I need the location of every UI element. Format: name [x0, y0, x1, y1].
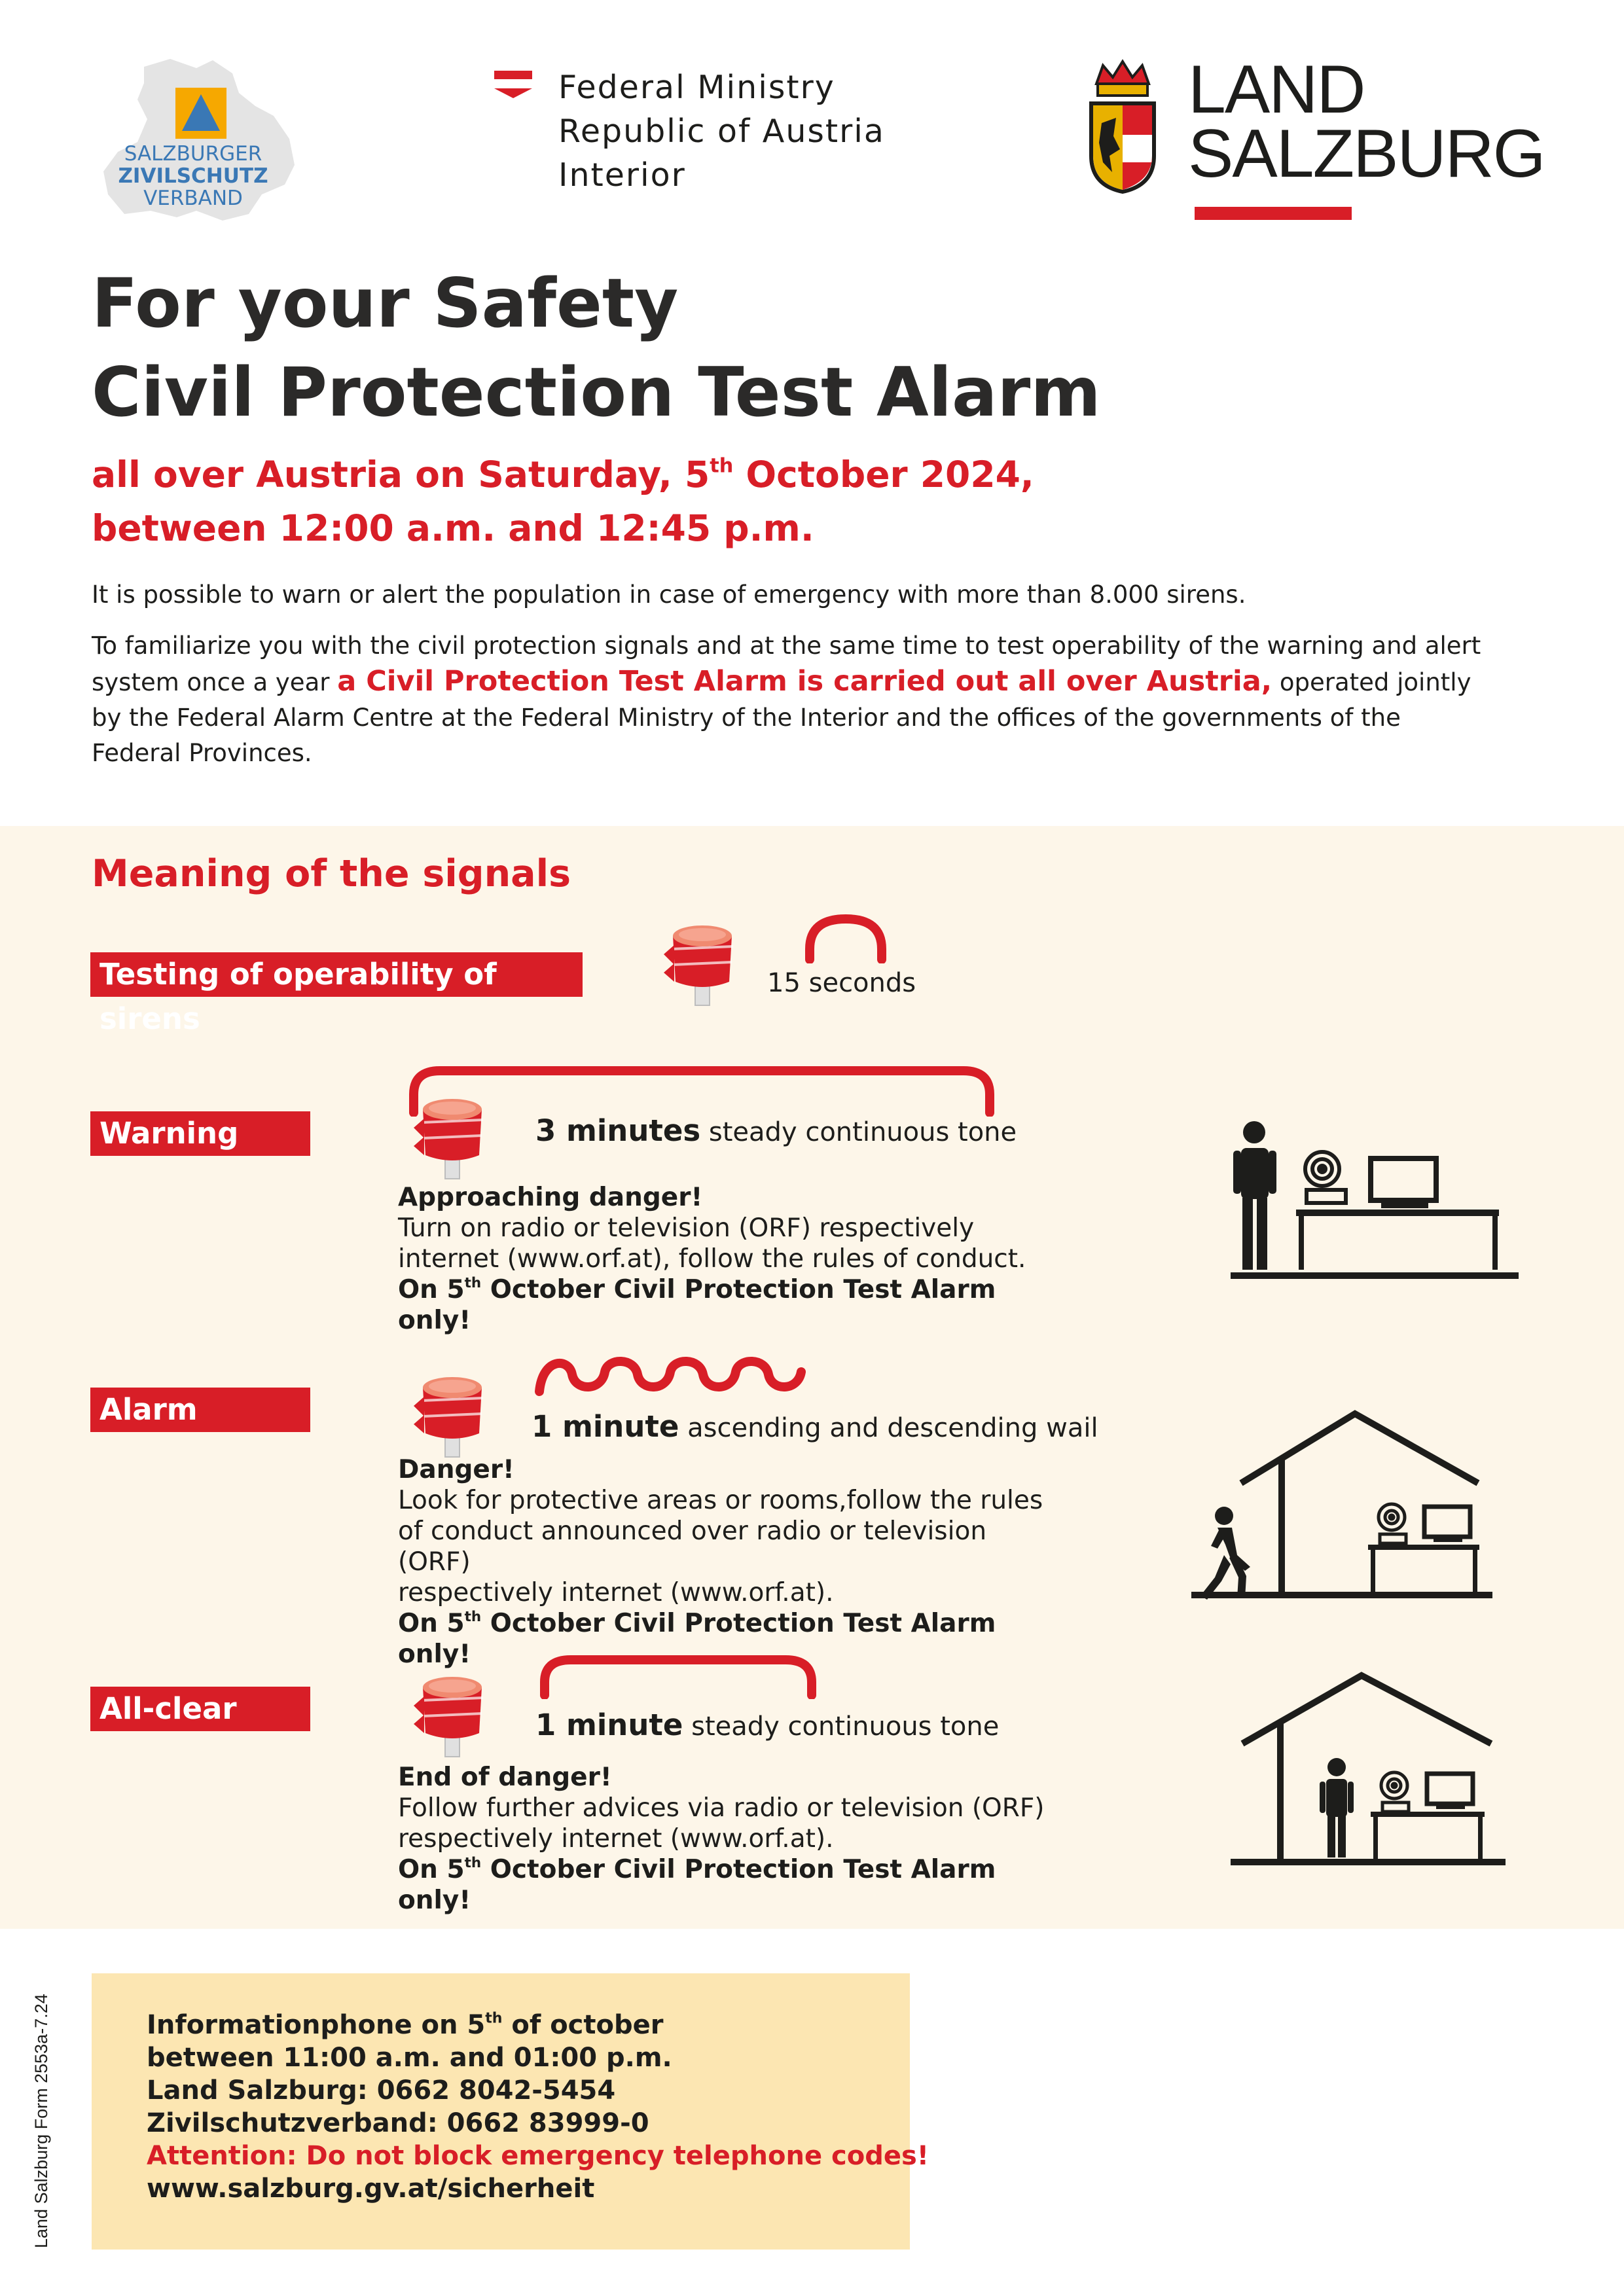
note-ordinal: th: [464, 1608, 482, 1625]
all-clear-body-line: Follow further advices via radio or television (ORF): [398, 1793, 1045, 1823]
warning-headline: Approaching danger!: [398, 1183, 703, 1212]
short-tone-icon: [800, 910, 892, 963]
radio-icon: [1305, 1152, 1346, 1203]
intro-paragraph-2: [92, 628, 1492, 771]
warning-body-line: internet (www.orf.at), follow the rules of conduct.: [398, 1244, 1026, 1274]
warning-note: [398, 1274, 1053, 1336]
radio-icon: [1379, 1504, 1406, 1543]
date-text: all over Austria on Saturday, 5: [92, 454, 710, 495]
house-icon: [1242, 1676, 1491, 1861]
person-entering-house-scene: [1191, 1407, 1492, 1604]
monitor-icon: [1427, 1774, 1473, 1804]
all-clear-duration: [535, 1707, 999, 1745]
info-text-rest: of october: [502, 2010, 664, 2040]
logo-line-verband: VERBAND: [143, 187, 243, 210]
warning-duration-desc: steady continuous tone: [700, 1117, 1017, 1147]
tag-warning: Warning: [90, 1111, 310, 1156]
alarm-body-line: respectively internet (www.orf.at).: [398, 1578, 834, 1607]
logo-line-salzburger: SALZBURGER: [124, 142, 262, 166]
warning-duration-value: 3 minutes: [535, 1113, 701, 1148]
ministry-line-2: Republic of Austria: [558, 113, 885, 150]
siren-icon: [411, 1090, 496, 1181]
info-text: Informationphone on 5: [147, 2010, 486, 2040]
note-text-rest: October Civil Protection Test Alarm only!: [398, 1609, 996, 1669]
page-title: [92, 259, 1466, 437]
intro-highlight: a Civil Protection Test Alarm is carried out all over Austria,: [337, 665, 1272, 698]
alarm-body-line: Look for protective areas or rooms,follow the rules: [398, 1486, 1043, 1515]
info-ordinal: th: [485, 2010, 503, 2027]
tag-testing-sirens: Testing of operability of sirens: [90, 952, 583, 997]
standing-person-icon: [1233, 1121, 1276, 1270]
note-ordinal: th: [464, 1854, 482, 1871]
austrian-flag-icon: [494, 71, 532, 98]
date-text-rest: October 2024,: [733, 454, 1034, 495]
warning-body-line: Turn on radio or television (ORF) respectively: [398, 1213, 975, 1243]
monitor-icon: [1371, 1158, 1436, 1200]
alarm-duration-desc: ascending and descending wail: [679, 1413, 1098, 1443]
test-duration: 15 seconds: [767, 968, 916, 998]
logo-salzburg: SALZBURG: [1188, 116, 1545, 192]
tag-alarm: Alarm: [90, 1388, 310, 1432]
note-text: On 5: [398, 1275, 465, 1304]
note-ordinal: th: [464, 1274, 482, 1291]
walking-person-icon: [1200, 1507, 1250, 1600]
standing-person-icon: [1320, 1758, 1354, 1857]
info-line-hours: between 11:00 a.m. and 01:00 p.m.: [147, 2043, 672, 2073]
warning-description: [398, 1182, 1053, 1336]
logo-red-bar: [1195, 207, 1352, 220]
intro-text: To familiarize you with the civil protection signals and at the same time to test operability of the warning and alert system once a year: [92, 632, 1481, 696]
intro-paragraph-1: It is possible to warn or alert the population in case of emergency with more than 8.000 sirens.: [92, 581, 1246, 609]
signals-heading: Meaning of the signals: [92, 852, 571, 895]
all-clear-body-line: respectively internet (www.orf.at).: [398, 1824, 834, 1854]
siren-icon: [411, 1668, 496, 1759]
alarm-headline: Danger!: [398, 1455, 514, 1484]
alarm-duration: [532, 1408, 1098, 1446]
title-line-1: For your Safety: [92, 264, 679, 343]
ministry-line-3: Interior: [558, 156, 686, 194]
radio-icon: [1381, 1772, 1409, 1812]
note-text: On 5: [398, 1609, 465, 1638]
alarm-body-line: of conduct announced over radio or television (ORF): [398, 1516, 987, 1577]
all-clear-duration-value: 1 minute: [535, 1708, 683, 1742]
logo-land: LAND: [1188, 52, 1365, 128]
person-inside-house-scene: [1231, 1668, 1506, 1871]
info-phone-block: [147, 2009, 929, 2205]
land-salzburg-logo: [1083, 52, 1555, 228]
info-line-1: [147, 2009, 929, 2041]
title-line-2: Civil Protection Test Alarm: [92, 353, 1101, 432]
info-line-land-phone: Land Salzburg: 0662 8042-5454: [147, 2075, 616, 2106]
house-icon: [1241, 1414, 1478, 1594]
all-clear-description: [398, 1762, 1053, 1916]
info-line-zv-phone: Zivilschutzverband: 0662 83999-0: [147, 2108, 649, 2138]
attention-notice: Attention: Do not block emergency telephone codes!: [147, 2141, 929, 2171]
event-date: [92, 448, 1466, 555]
siren-icon: [661, 916, 746, 1008]
all-clear-note: [398, 1854, 1053, 1916]
person-indoors-scene: [1231, 1119, 1519, 1283]
eagle-coat-of-arms-icon: [1083, 58, 1162, 195]
civil-protection-emblem-icon: [175, 88, 226, 139]
alarm-duration-value: 1 minute: [532, 1409, 679, 1444]
all-clear-headline: End of danger!: [398, 1763, 612, 1792]
ministry-line-1: Federal Ministry: [558, 69, 835, 106]
time-range: between 12:00 a.m. and 12:45 p.m.: [92, 507, 814, 549]
date-ordinal: th: [710, 454, 734, 478]
note-text-rest: October Civil Protection Test Alarm only!: [398, 1855, 996, 1915]
siren-icon: [411, 1368, 496, 1460]
wail-tone-icon: [532, 1346, 813, 1411]
note-text-rest: October Civil Protection Test Alarm only!: [398, 1275, 996, 1335]
all-clear-duration-desc: steady continuous tone: [683, 1712, 1000, 1742]
alarm-description: [398, 1454, 1053, 1670]
monitor-icon: [1424, 1507, 1470, 1537]
tag-all-clear: All-clear: [90, 1687, 310, 1731]
website-link[interactable]: www.salzburg.gv.at/sicherheit: [147, 2174, 595, 2204]
intro-text-rest: operated jointly by the Federal Alarm Centre at the Federal Ministry of the Interior and the offices of the governments of the Federal Provinces.: [92, 668, 1471, 767]
note-text: On 5: [398, 1855, 465, 1884]
logo-line-zivilschutz: ZIVILSCHUTZ: [118, 164, 268, 188]
zivilschutz-logo: [98, 54, 308, 227]
long-tone-icon: [534, 1645, 822, 1699]
warning-duration: [535, 1113, 1017, 1151]
form-number: Land Salzburg Form 2553a-7.24: [31, 1994, 51, 2248]
